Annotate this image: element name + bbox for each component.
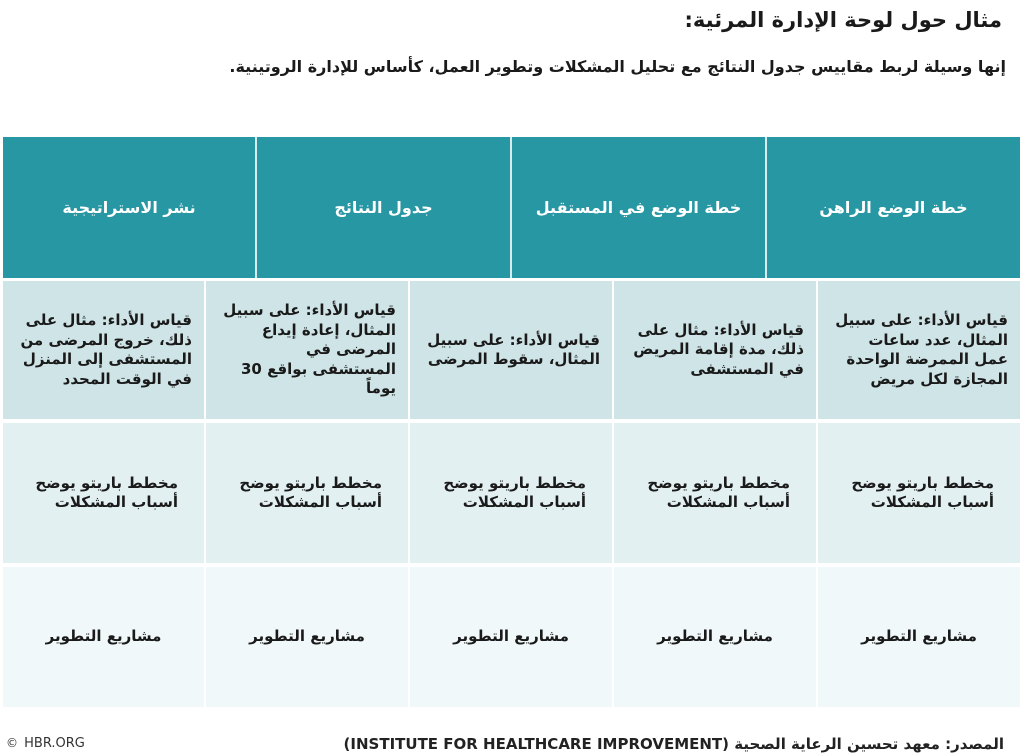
metric-cell: قياس الأداء: مثال على ذلك، خروج المرضى من المستشفى إلى المنزل في الوقت المحدد [3, 281, 204, 419]
header-divider [765, 137, 767, 278]
column-header-current-state: خطة الوضع الراهن [819, 198, 968, 217]
page-title: مثال حول لوحة الإدارة المرئية: [684, 8, 1002, 32]
metric-cell: قياس الأداء: على سبيل المثال، إعادة إيداع المرضى في المستشفى بواقع 30 يوماً [206, 281, 408, 419]
metric-cell: قياس الأداء: على سبيل المثال، سقوط المرضى [410, 281, 612, 419]
copyright-icon: © [6, 736, 18, 750]
metric-cell: قياس الأداء: مثال على ذلك، مدة إقامة المريض في المستشفى [614, 281, 816, 419]
hbr-brand: © HBR.ORG [6, 736, 85, 751]
projects-cell: مشاريع التطوير [410, 567, 612, 707]
projects-cell: مشاريع التطوير [3, 567, 204, 707]
column-header-row [3, 137, 1020, 278]
pareto-cell: مخطط باريتو يوضح أسباب المشكلات [206, 423, 408, 563]
column-header-future-state: خطة الوضع في المستقبل [535, 198, 742, 217]
projects-cell: مشاريع التطوير [614, 567, 816, 707]
pareto-cell: مخطط باريتو يوضح أسباب المشكلات [410, 423, 612, 563]
header-divider [510, 137, 512, 278]
projects-cell: مشاريع التطوير [818, 567, 1020, 707]
source-credit: المصدر: معهد تحسين الرعاية الصحية (INSTITUTE FOR HEALTHCARE IMPROVEMENT) [343, 735, 1004, 753]
pareto-cell: مخطط باريتو يوضح أسباب المشكلات [3, 423, 204, 563]
header-divider [255, 137, 257, 278]
projects-cell: مشاريع التطوير [206, 567, 408, 707]
column-header-scorecard: جدول النتائج [334, 198, 433, 217]
metric-cell: قياس الأداء: على سبيل المثال، عدد ساعات عمل الممرضة الواحدة المجازة لكل مريض [818, 281, 1020, 419]
page-subtitle: إنها وسيلة لربط مقاييس جدول النتائج مع تحليل المشكلات وتطوير العمل، كأساس للإدارة الروتينية. [229, 57, 1006, 76]
pareto-cell: مخطط باريتو يوضح أسباب المشكلات [614, 423, 816, 563]
pareto-cell: مخطط باريتو يوضح أسباب المشكلات [818, 423, 1020, 563]
column-header-strategy-deployment: نشر الاستراتيجية [62, 198, 196, 217]
